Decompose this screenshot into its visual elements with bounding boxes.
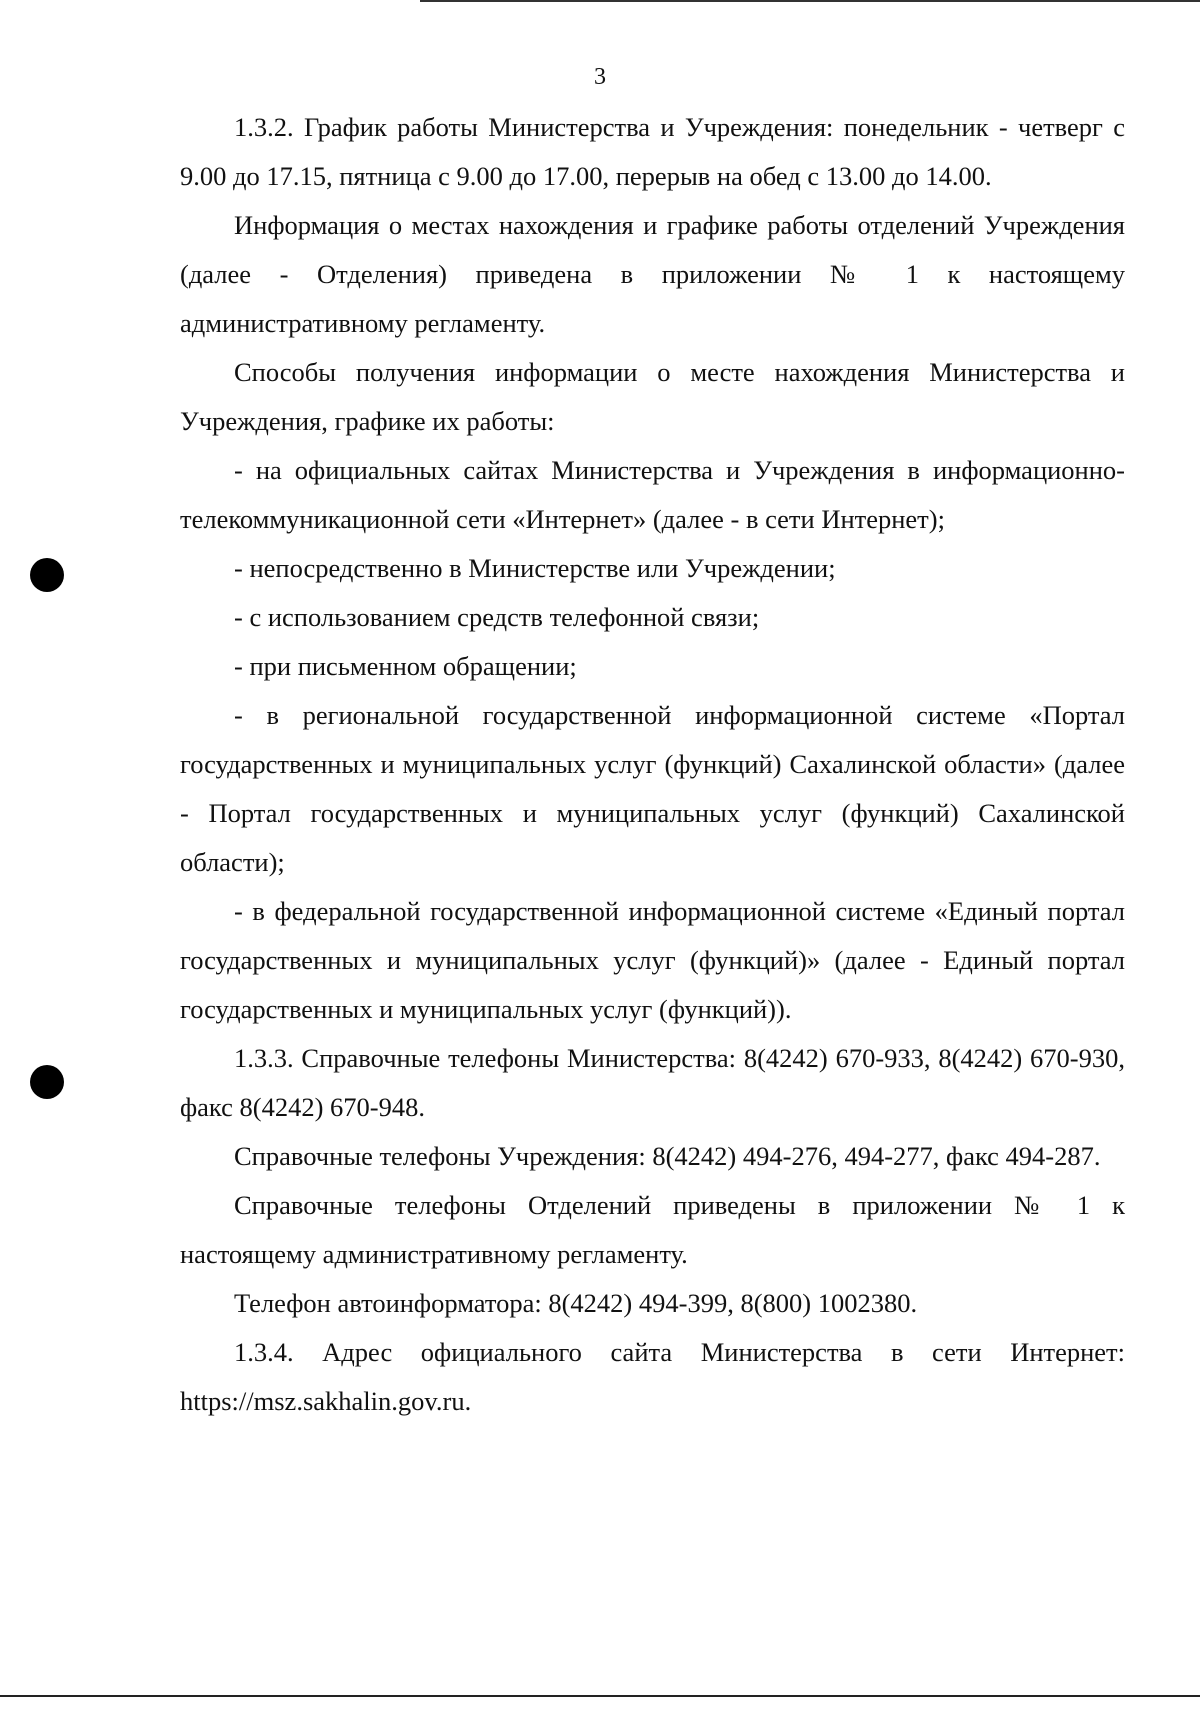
- paragraph-info-methods: Способы получения информации о месте нахождения Министерства и Учреждения, графике их работы:: [180, 357, 1125, 436]
- page-number: 3: [594, 64, 606, 90]
- document-body: [180, 103, 1125, 1426]
- list-item-federal-portal: - в федеральной государственной информационной системе «Единый портал государственных и муниципальных услуг (функций)» (далее - Единый портал государственных и муниципальных услуг (функций)).: [180, 896, 1125, 1024]
- paragraph-ministry-phones: 1.3.3. Справочные телефоны Министерства: 8(4242) 670-933, 8(4242) 670-930, факс 8(4242) 670-948.: [180, 1043, 1125, 1122]
- paragraph-autoinformer: Телефон автоинформатора: 8(4242) 494-399, 8(800) 1002380.: [234, 1288, 918, 1318]
- paragraph-website: 1.3.4. Адрес официального сайта Министерства в сети Интернет: https://msz.sakhalin.gov.ru.: [180, 1337, 1125, 1416]
- list-item-written: - при письменном обращении;: [234, 651, 577, 681]
- list-item-websites: - на официальных сайтах Министерства и Учреждения в информационно-телекоммуникационной сети «Интернет» (далее - в сети Интернет);: [180, 455, 1125, 534]
- paragraph-schedule: 1.3.2. График работы Министерства и Учреждения: понедельник - четверг с 9.00 до 17.15, пятница с 9.00 до 17.00, перерыв на обед с 13.00 до 14.00.: [180, 112, 1125, 191]
- scan-edge-top: [420, 0, 1200, 2]
- punch-hole-lower: [30, 1065, 64, 1099]
- list-item-phone: - с использованием средств телефонной связи;: [234, 602, 760, 632]
- punch-hole-upper: [30, 558, 64, 592]
- list-item-regional-portal: - в региональной государственной информационной системе «Портал государственных и муниципальных услуг (функций) Сахалинской области» (далее - Портал государственных и муниципальных услуг (функций) Сахалинской области);: [180, 700, 1125, 877]
- list-item-in-person: - непосредственно в Министерстве или Учреждении;: [234, 553, 836, 583]
- paragraph-institution-phones: Справочные телефоны Учреждения: 8(4242) 494-276, 494-277, факс 494-287.: [234, 1141, 1101, 1171]
- paragraph-branches-info: Информация о местах нахождения и графике работы отделений Учреждения (далее - Отделения) приведена в приложении № 1 к настоящему административному регламенту.: [180, 210, 1125, 338]
- paragraph-branch-phones: Справочные телефоны Отделений приведены в приложении № 1 к настоящему административному регламенту.: [180, 1190, 1125, 1269]
- scan-edge-bottom: [0, 1695, 1200, 1697]
